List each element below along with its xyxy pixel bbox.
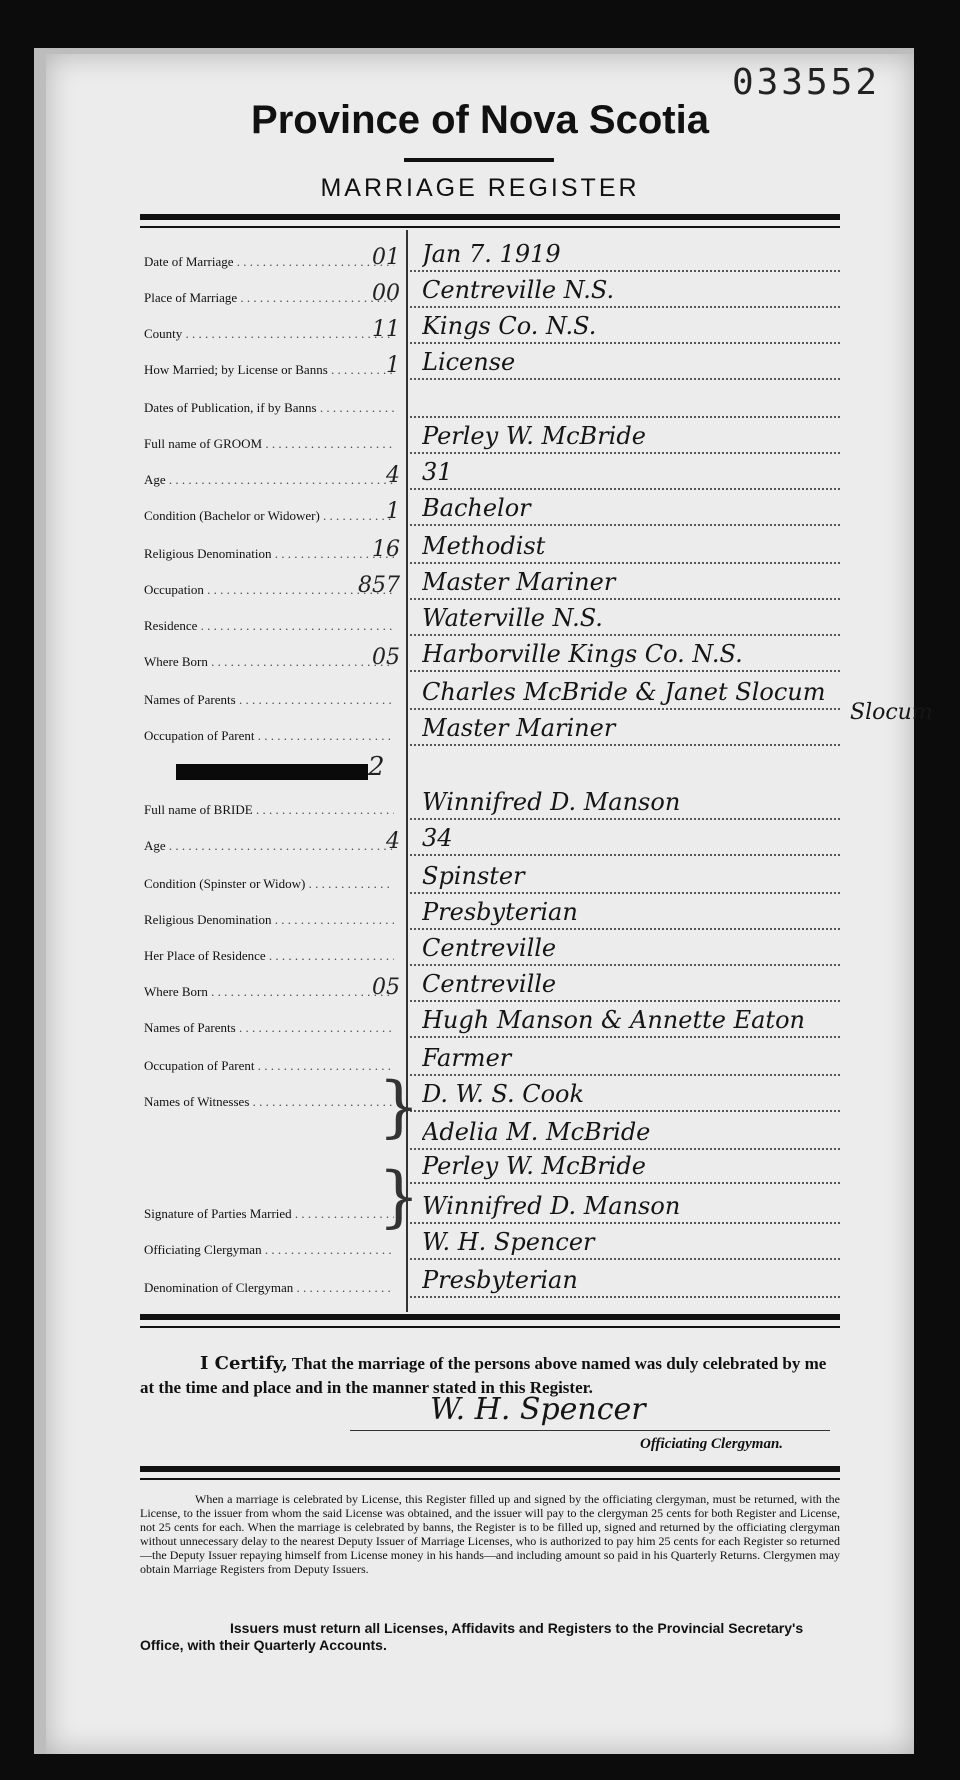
register-row — [140, 894, 840, 930]
register-row — [140, 344, 840, 380]
register-row — [140, 710, 840, 746]
field-value: Spinster — [422, 862, 525, 890]
register-row — [140, 382, 840, 418]
field-value: Charles McBride & Janet Slocum — [422, 678, 826, 706]
field-label: Religious Denomination . . . — [144, 546, 394, 562]
field-value: Master Mariner — [422, 714, 616, 742]
field-value: Perley W. McBride — [422, 1152, 646, 1180]
register-row — [140, 674, 840, 710]
field-value: Waterville N.S. — [422, 604, 603, 632]
issuers-note: Issuers must return all Licenses, Affidavits and Registers to the Provincial Secretary's Office, with their Quarterly Accounts. — [140, 1620, 804, 1653]
register-row — [140, 1002, 840, 1038]
register-row — [140, 600, 840, 636]
register-row — [140, 966, 840, 1002]
bride-section-code: 2 — [368, 752, 385, 782]
register-row — [140, 1114, 840, 1150]
field-code: 11 — [372, 317, 400, 342]
register-row — [140, 528, 840, 564]
field-value: Perley W. McBride — [422, 422, 646, 450]
field-label: Condition (Spinster or Widow) . . . — [144, 876, 394, 892]
field-value: Centreville — [422, 970, 557, 998]
field-value: Hugh Manson & Annette Eaton — [422, 1006, 805, 1034]
field-label: Names of Parents . . . — [144, 1020, 394, 1036]
field-code: 1 — [386, 499, 400, 524]
signatures-brace: } — [378, 1158, 420, 1235]
witnesses-brace: } — [378, 1068, 420, 1145]
field-value: Kings Co. N.S. — [422, 312, 597, 340]
field-code: 05 — [372, 975, 400, 1000]
field-label: Where Born . . . — [144, 654, 394, 670]
field-label: Residence . . . — [144, 618, 394, 634]
page-subtitle: MARRIAGE REGISTER — [320, 174, 640, 202]
field-label: Religious Denomination . . . — [144, 912, 394, 928]
signature-caption: Officiating Clergyman. — [640, 1436, 784, 1452]
bottom-rule-thin — [140, 1478, 840, 1480]
register-row — [140, 308, 840, 344]
register-row — [140, 454, 840, 490]
title-underline — [404, 158, 554, 162]
register-row — [140, 858, 840, 894]
field-label: County . . . — [144, 326, 394, 342]
field-code: 05 — [372, 645, 400, 670]
field-code: 4 — [386, 829, 400, 854]
register-row — [140, 236, 840, 272]
clergyman-signature: W. H. Spencer — [430, 1392, 646, 1427]
field-code: 1 — [386, 353, 400, 378]
signature-line — [350, 1430, 830, 1431]
field-code: 857 — [358, 573, 400, 598]
register-row — [140, 418, 840, 454]
field-label: Occupation of Parent . . . — [144, 728, 394, 744]
field-code: 4 — [386, 463, 400, 488]
fill-line — [410, 524, 840, 526]
field-label: Signature of Parties Married . . . — [144, 1206, 394, 1222]
field-value: 34 — [422, 824, 453, 852]
parents-extra-name: Slocum — [850, 700, 933, 725]
field-label: Officiating Clergyman . . . — [144, 1242, 394, 1258]
register-row — [140, 272, 840, 308]
top-rule-thin — [140, 226, 840, 228]
field-label: Place of Marriage . . . — [144, 290, 394, 306]
field-label: Her Place of Residence . . . — [144, 948, 394, 964]
fill-line — [410, 1036, 840, 1038]
middle-rule-thick — [140, 1314, 840, 1320]
register-row — [140, 564, 840, 600]
instructions-notice: When a marriage is celebrated by License, this Register filled up and signed by the officiating clergyman, must be returned, with the License, to the issuer from whom the said License was obtained, and the issuer will pay to the clergyman 25 cents for both Register and License, not 25 cents for each. When the marriage is celebrated by banns, the Register is to be filled up, signed and returned by the officiating clergyman without unnecessary delay to the nearest Deputy Issuer of Marriage Licenses, who is authorized to pay him 25 cents for each Register so returned—the Deputy Issuer repaying himself from License money in his hands—and including amount so paid in his Quarterly Returns. Clergymen may obtain Marriage Registers from Deputy Issuers. — [140, 1492, 840, 1576]
register-row — [140, 1076, 840, 1112]
field-value: Presbyterian — [422, 898, 578, 926]
field-value: D. W. S. Cook — [422, 1080, 585, 1108]
field-value: License — [422, 348, 516, 376]
field-label: Condition (Bachelor or Widower) . . . — [144, 508, 394, 524]
field-value: Presbyterian — [422, 1266, 578, 1294]
field-value: Master Mariner — [422, 568, 616, 596]
fill-line — [410, 1258, 840, 1260]
fill-line — [410, 1110, 840, 1112]
field-label: Full name of GROOM . . . — [144, 436, 394, 452]
field-value: W. H. Spencer — [422, 1228, 595, 1256]
field-value: Winnifred D. Manson — [422, 1192, 681, 1220]
field-label: Names of Parents . . . — [144, 692, 394, 708]
register-row — [140, 1148, 840, 1184]
field-value: Adelia M. McBride — [422, 1118, 651, 1146]
field-label: Full name of BRIDE . . . — [144, 802, 394, 818]
field-label: Dates of Publication, if by Banns . . . — [144, 400, 394, 416]
field-label: Date of Marriage . . . — [144, 254, 394, 270]
register-row — [140, 636, 840, 672]
field-value: Winnifred D. Manson — [422, 788, 681, 816]
fill-line — [410, 670, 840, 672]
fill-line — [410, 744, 840, 746]
middle-rule-thin — [140, 1326, 840, 1328]
field-value: 31 — [422, 458, 453, 486]
register-row — [140, 1040, 840, 1076]
field-value: Farmer — [422, 1044, 512, 1072]
bride-section-bar — [176, 764, 368, 780]
certify-word: I Certify, — [200, 1353, 288, 1374]
register-row — [140, 1262, 840, 1298]
register-row — [140, 784, 840, 820]
register-row — [140, 820, 840, 856]
register-row — [140, 490, 840, 526]
field-value: Jan 7. 1919 — [422, 240, 561, 268]
field-value: Centreville — [422, 934, 557, 962]
field-value: Centreville N.S. — [422, 276, 615, 304]
fill-line — [410, 378, 840, 380]
field-label: Occupation of Parent . . . — [144, 1058, 394, 1074]
register-row — [140, 930, 840, 966]
top-rule-thick — [140, 214, 840, 220]
field-label: Denomination of Clergyman . . . — [144, 1280, 394, 1296]
field-code: 01 — [372, 245, 400, 270]
field-value: Methodist — [422, 532, 546, 560]
field-label: Age . . . — [144, 472, 394, 488]
field-value: Bachelor — [422, 494, 531, 522]
document-number: 033552 — [731, 62, 880, 103]
field-label: Age . . . — [144, 838, 394, 854]
field-label: Occupation . . . — [144, 582, 394, 598]
bottom-rule-thick — [140, 1466, 840, 1472]
field-label: Names of Witnesses . . . — [144, 1094, 394, 1110]
fill-line — [410, 1182, 840, 1184]
register-row — [140, 1188, 840, 1224]
fill-line — [410, 854, 840, 856]
fill-line — [410, 1296, 840, 1298]
field-label: How Married; by License or Banns . . . — [144, 362, 394, 378]
certify-body: That the marriage of the persons above named was duly celebrated by me at the time and place and in the manner stated in this Register. — [140, 1354, 827, 1397]
field-value: Harborville Kings Co. N.S. — [422, 640, 743, 668]
page-title: Province of Nova Scotia — [251, 98, 709, 142]
field-code: 16 — [372, 537, 400, 562]
field-code: 00 — [372, 281, 400, 306]
register-row — [140, 1224, 840, 1260]
field-label: Where Born . . . — [144, 984, 394, 1000]
